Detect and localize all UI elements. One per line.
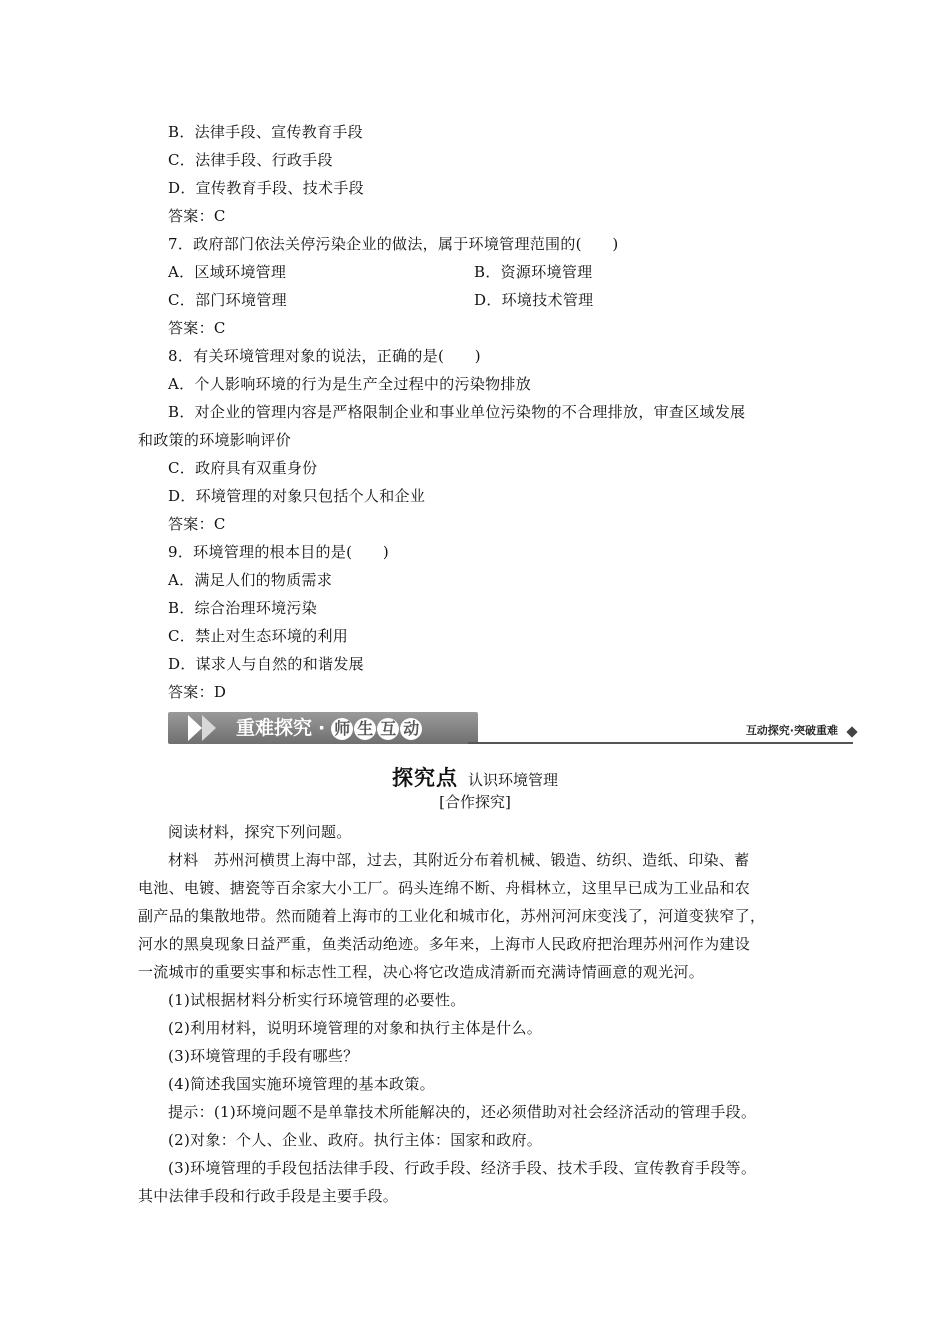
- q8-option-a: A．个人影响环境的行为是生产全过程中的污染物排放: [168, 375, 532, 393]
- section-title: 探究点: [391, 766, 458, 790]
- material-line: 副产品的集散地带。然而随着上海市的工业化和城市化，苏州河河床变浅了，河道变狭窄了，: [138, 907, 766, 925]
- banner-char: 生: [354, 718, 376, 740]
- q7-option-c: C．部门环境管理: [168, 291, 287, 309]
- question-item: (2)利用材料，说明环境管理的对象和执行主体是什么。: [168, 1019, 543, 1037]
- banner-char: 动: [400, 718, 422, 740]
- q6-option-c: C．法律手段、行政手段: [168, 151, 333, 169]
- banner-dot: ·: [318, 717, 326, 739]
- hint-line: (3)环境管理的手段包括法律手段、行政手段、经济手段、技术手段、宣传教育手段等。: [168, 1159, 757, 1177]
- section-subheading: [合作探究]: [439, 793, 511, 811]
- question-item: (1)试根据材料分析实行环境管理的必要性。: [168, 991, 466, 1009]
- material-line: 一流城市的重要实事和标志性工程，决心将它改造成清新而充满诗情画意的观光河。: [138, 963, 705, 981]
- hint-line: 其中法律手段和行政手段是主要手段。: [138, 1187, 399, 1205]
- q8-option-b-line2: 和政策的环境影响评价: [138, 431, 292, 449]
- banner-char: 师: [331, 718, 353, 740]
- diamond-icon: [846, 726, 857, 737]
- material-line: 材料 苏州河横贯上海中部，过去，其附近分布着机械、锻造、纺织、造纸、印染、蓄: [168, 851, 750, 869]
- section-heading: [0, 762, 950, 792]
- q8-option-c: C．政府具有双重身份: [168, 459, 318, 477]
- intro-text: 阅读材料，探究下列问题。: [168, 823, 352, 841]
- q6-option-d: D．宣传教育手段、技术手段: [168, 179, 364, 197]
- q6-option-b: B．法律手段、宣传教育手段: [168, 123, 363, 141]
- q7-option-b: B．资源环境管理: [474, 263, 593, 281]
- q9-answer: 答案：D: [168, 683, 227, 701]
- section-banner: [168, 712, 858, 746]
- material-line: 河水的黑臭现象日益严重，鱼类活动绝迹。多年来，上海市人民政府把治理苏州河作为建设: [138, 935, 751, 953]
- q9-stem: 9．环境管理的根本目的是( ): [168, 543, 390, 561]
- q7-option-d: D．环境技术管理: [474, 291, 594, 309]
- banner-title: [236, 716, 423, 740]
- q7-stem: 7．政府部门依法关停污染企业的做法，属于环境管理范围的( ): [168, 235, 619, 253]
- q7-option-a: A．区域环境管理: [168, 263, 287, 281]
- q8-option-b-line1: B．对企业的管理内容是严格限制企业和事业单位污染物的不合理排放，审查区域发展: [168, 403, 746, 421]
- q9-option-a: A．满足人们的物质需求: [168, 571, 333, 589]
- chevron-right-icon: [188, 715, 202, 741]
- q9-option-c: C．禁止对生态环境的利用: [168, 627, 349, 645]
- question-item: (4)简述我国实施环境管理的基本政策。: [168, 1075, 435, 1093]
- q7-answer: 答案：C: [168, 319, 226, 337]
- material-line: 电池、电镀、搪瓷等百余家大小工厂。码头连绵不断、舟楫林立，这里早已成为工业品和农: [138, 879, 751, 897]
- banner-subtitle: 互动探究·突破重难: [745, 724, 838, 737]
- hint-line: (2)对象：个人、企业、政府。执行主体：国家和政府。: [168, 1131, 543, 1149]
- q9-option-d: D．谋求人与自然的和谐发展: [168, 655, 364, 673]
- q8-stem: 8．有关环境管理对象的说法，正确的是( ): [168, 347, 481, 365]
- q8-answer: 答案：C: [168, 515, 226, 533]
- q6-answer: 答案：C: [168, 207, 226, 225]
- banner-divider: [468, 742, 853, 744]
- question-item: (3)环境管理的手段有哪些？: [168, 1047, 359, 1065]
- q8-option-d: D．环境管理的对象只包括个人和企业: [168, 487, 426, 505]
- hint-line: 提示：(1)环境问题不是单靠技术所能解决的，还必须借助对社会经济活动的管理手段。: [168, 1103, 757, 1121]
- section-topic: 认识环境管理: [467, 771, 558, 789]
- banner-char: 互: [377, 718, 399, 740]
- q9-option-b: B．综合治理环境污染: [168, 599, 318, 617]
- chevron-right-icon: [202, 715, 216, 741]
- banner-title-part1: 重难探究: [236, 717, 313, 739]
